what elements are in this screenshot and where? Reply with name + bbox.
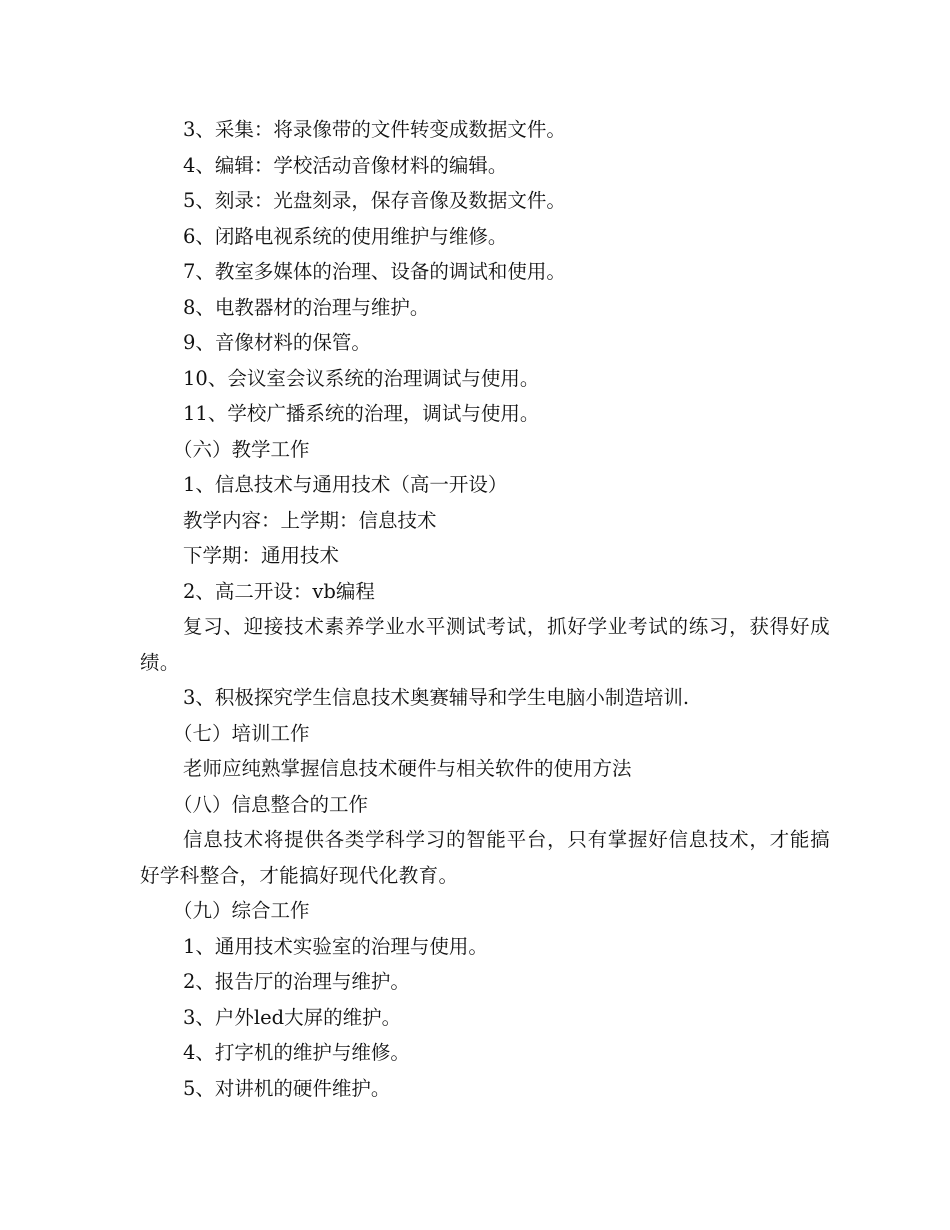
- text-line: 教学内容：上学期：信息技术: [183, 508, 437, 532]
- section-heading-teaching: （六）教学工作: [173, 437, 310, 461]
- section-heading-integration: （八）信息整合的工作: [173, 792, 369, 816]
- text-line: 7、教室多媒体的治理、设备的调试和使用。: [183, 260, 566, 283]
- text-line: 3、采集：将录像带的文件转变成数据文件。: [183, 118, 566, 141]
- section-heading-training: （七）培训工作: [173, 721, 310, 745]
- document-body: [140, 112, 830, 1106]
- paragraph-review: 复习、迎接技术素养学业水平测试考试，抓好学业考试的练习，获得好成绩。: [140, 615, 830, 674]
- text-line: 10、会议室会议系统的治理调试与使用。: [183, 366, 540, 390]
- text-line: 5、对讲机的硬件维护。: [183, 1076, 391, 1100]
- text-line: 5、刻录：光盘刻录，保存音像及数据文件。: [183, 189, 566, 212]
- text-line: 下学期：通用技术: [183, 544, 340, 567]
- text-line: 11、学校广播系统的治理，调试与使用。: [183, 402, 540, 425]
- text-line: 2、高二开设：vb编程: [183, 579, 375, 603]
- paragraph-integration: 信息技术将提供各类学科学习的智能平台，只有掌握好信息技术，才能搞好学科整合，才能搞好现代化教育。: [140, 828, 830, 887]
- text-line: 4、编辑：学校活动音像材料的编辑。: [183, 153, 508, 177]
- text-line: 4、打字机的维护与维修。: [183, 1041, 410, 1064]
- section-heading-general: （九）综合工作: [173, 899, 310, 922]
- text-line: 1、信息技术与通用技术（高一开设）: [183, 473, 508, 496]
- text-line: 8、电教器材的治理与维护。: [183, 295, 430, 319]
- text-line: 老师应纯熟掌握信息技术硬件与相关软件的使用方法: [183, 757, 632, 780]
- text-line: 3、户外led大屏的维护。: [183, 1005, 402, 1029]
- text-line: 1、通用技术实验室的治理与使用。: [183, 934, 488, 958]
- text-line: 9、音像材料的保管。: [183, 331, 371, 354]
- text-line: 6、闭路电视系统的使用维护与维修。: [183, 224, 508, 248]
- text-line: 3、积极探究学生信息技术奥赛辅导和学生电脑小制造培训.: [183, 686, 690, 709]
- text-line: 2、报告厅的治理与维护。: [183, 970, 410, 993]
